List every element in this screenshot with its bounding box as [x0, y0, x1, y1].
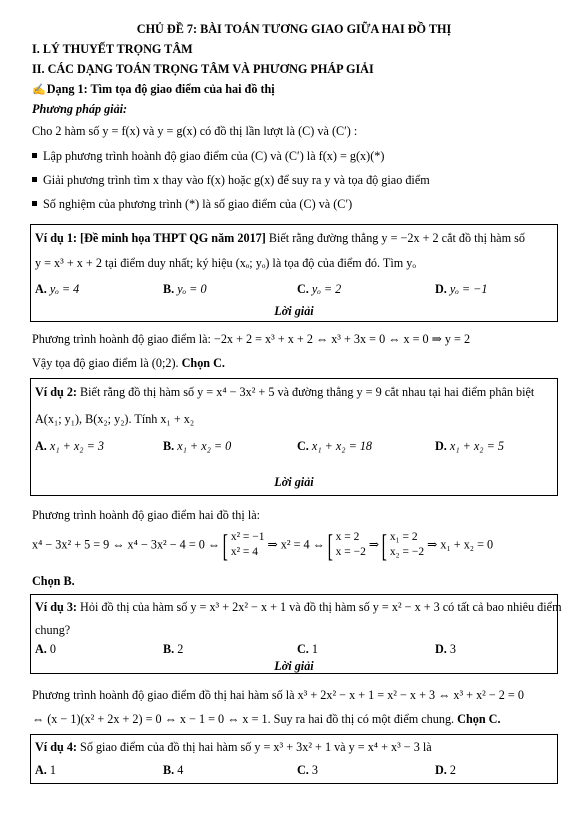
option-text: 3 [311, 763, 318, 777]
option-letter: D. [435, 282, 447, 296]
option-text: 0 [49, 642, 56, 656]
option-a [35, 763, 56, 778]
option-b [163, 282, 207, 297]
method-label: Phương pháp giải: [32, 102, 128, 116]
equation-part: x⁴ − 3x² + 5 = 9 ⇔ x⁴ − 3x² − 4 = 0 ⇔ [32, 537, 221, 552]
option-c [297, 763, 318, 778]
question-text-line-2: y = x³ + x + 2 tại điểm duy nhất; ký hiệu (xₒ; yₒ) là tọa độ của điểm đó. Tìm yₒ [35, 256, 416, 270]
option-text: yₒ = 4 [49, 282, 80, 296]
example-2-box [30, 378, 558, 496]
option-letter: C. [297, 642, 309, 656]
option-letter: D. [435, 642, 447, 656]
equation-case-line: x₁ = 2 [389, 531, 418, 543]
page-title: CHỦ ĐỀ 7: BÀI TOÁN TƯƠNG GIAO GIỮA HAI ĐỒ THỊ [136, 22, 452, 36]
solution-1-line-1: Phương trình hoành độ giao điểm là: −2x + 2 = x³ + x + 2 ⇔ x³ + 3x = 0 ⇔ x = 0 ⇒ y = 2 [32, 332, 471, 346]
bracket-icon: [ [381, 527, 388, 563]
option-text: 1 [49, 763, 56, 777]
option-d [435, 763, 456, 778]
equation-case-line: x = 2 [335, 531, 360, 543]
option-text: yₒ = −1 [449, 282, 488, 296]
question-text: Biết rằng đường thẳng y = −2x + 2 cắt đồ thị hàm số [265, 231, 525, 245]
option-letter: B. [163, 642, 175, 656]
option-text: x₁ + x₂ = 5 [449, 439, 504, 453]
option-letter: C. [297, 282, 309, 296]
solution-text: ⇔ (x − 1)(x² + 2x + 2) = 0 ⇔ x − 1 = 0 ⇔ x = 1. Suy ra hai đồ thị có một điểm chung. [32, 712, 455, 726]
bullet-icon [32, 153, 37, 158]
equation-case-line: x₂ = −2 [389, 546, 425, 558]
bullet-item [32, 149, 558, 164]
example-label: Ví dụ 3: [35, 600, 77, 614]
solution-2-line-1: Phương trình hoành độ giao điểm hai đồ thị là: [32, 508, 260, 522]
section-heading-1: I. LÝ THUYẾT TRỌNG TÂM [32, 42, 193, 56]
pencil-icon: ✍ [32, 84, 46, 96]
option-letter: D. [435, 763, 447, 777]
option-text: 2 [177, 642, 184, 656]
option-text: x₁ + x₂ = 0 [177, 439, 232, 453]
solution-2-equation [32, 527, 558, 566]
bullet-item [32, 173, 558, 188]
equation-case-line: x² = −1 [230, 531, 265, 543]
section-heading-2: II. CÁC DẠNG TOÁN TRỌNG TÂM VÀ PHƯƠNG PHÁP GIẢI [32, 62, 374, 76]
solution-label: Lời giải [274, 475, 314, 489]
option-letter: C. [297, 763, 309, 777]
option-text: yₒ = 2 [311, 282, 342, 296]
question-text-line-2: chung? [35, 623, 71, 637]
bracket-icon: [ [222, 527, 229, 563]
equation-part: ⇒ [368, 537, 380, 552]
dang-heading [32, 82, 558, 98]
option-b [163, 642, 183, 657]
option-text: x₁ + x₂ = 18 [311, 439, 373, 453]
example-label: Ví dụ 4: [35, 740, 77, 754]
solution-label: Lời giải [274, 304, 314, 318]
question-text: Số giao điểm của đồ thị hai hàm số y = x³ + 3x² + 1 và y = x⁴ + x³ − 3 là [77, 740, 432, 754]
answer-choice: Chọn C. [454, 712, 501, 726]
example-label: Ví dụ 1: [35, 231, 77, 245]
dang-heading-text: Dạng 1: Tìm tọa độ giao điểm của hai đồ thị [46, 82, 275, 96]
solution-3-line-2 [32, 712, 558, 727]
answer-choice: Chọn C. [178, 356, 225, 370]
option-letter: A. [35, 642, 47, 656]
example-label: Ví dụ 2: [35, 385, 77, 399]
option-b [163, 763, 183, 778]
option-text: 4 [177, 763, 184, 777]
option-text: x₁ + x₂ = 3 [49, 439, 104, 453]
solution-1-line-2 [32, 356, 558, 371]
option-text: 1 [311, 642, 318, 656]
option-a [35, 439, 104, 454]
example-1-question-line [35, 231, 553, 246]
option-letter: A. [35, 439, 47, 453]
bracket-icon: [ [327, 527, 333, 563]
example-4-question-line [35, 740, 553, 755]
equation-part: ⇒ x₁ + x₂ = 0 [427, 537, 494, 552]
question-text: Hỏi đồ thị của hàm số y = x³ + 2x² − x + 1 và đồ thị hàm số y = x² − x + 3 có tất cả bao nhiêu điểm [77, 600, 562, 614]
option-text: 3 [449, 642, 456, 656]
equation-case [336, 530, 366, 560]
example-4-box [30, 734, 558, 784]
bullet-text: Lập phương trình hoành độ giao điểm của (C) và (C′) là f(x) = g(x)(*) [43, 149, 385, 163]
question-text-line-2: A(x₁; y₁), B(x₂; y₂). Tính x₁ + x₂ [35, 412, 195, 426]
answer-choice: Chọn B. [32, 574, 75, 588]
option-d [435, 642, 456, 657]
option-letter: B. [163, 439, 175, 453]
option-text: yₒ = 0 [177, 282, 207, 296]
solution-label: Lời giải [274, 659, 314, 673]
option-letter: B. [163, 763, 175, 777]
option-text: 2 [449, 763, 456, 777]
bullet-item [32, 197, 558, 212]
example-1-box [30, 224, 558, 322]
option-b [163, 439, 231, 454]
solution-3-line-1: Phương trình hoành độ giao điểm đồ thị hai hàm số là x³ + 2x² − x + 1 = x² − x + 3 ⇔ x³ + x² − 2 = 0 [32, 688, 524, 702]
question-text: Biết rằng đồ thị hàm số y = x⁴ − 3x² + 5 và đường thẳng y = 9 cắt nhau tại hai điểm phân biệt [77, 385, 535, 399]
example-source: [Đề minh họa THPT QG năm 2017] [80, 231, 266, 245]
intro-text: Cho 2 hàm số y = f(x) và y = g(x) có đồ thị lần lượt là (C) và (C′) : [32, 124, 358, 138]
option-a [35, 642, 56, 657]
equation-case [390, 530, 424, 560]
bullet-icon [32, 177, 37, 182]
option-letter: D. [435, 439, 447, 453]
example-2-question-line [35, 385, 553, 400]
example-3-box [30, 594, 562, 674]
equation-case-line: x² = 4 [230, 546, 258, 558]
option-a [35, 282, 79, 297]
option-letter: A. [35, 763, 47, 777]
option-letter: B. [163, 282, 175, 296]
bullet-icon [32, 201, 37, 206]
option-c [297, 282, 341, 297]
equation-part: ⇒ x² = 4 ⇔ [267, 537, 325, 552]
bullet-text: Số nghiệm của phương trình (*) là số giao điểm của (C) và (C′) [43, 197, 353, 211]
option-d [435, 439, 504, 454]
option-letter: C. [297, 439, 309, 453]
bullet-text: Giải phương trình tìm x thay vào f(x) hoặc g(x) để suy ra y và tọa độ giao điểm [43, 173, 430, 187]
option-d [435, 282, 487, 297]
example-3-question-line [35, 600, 562, 615]
option-letter: A. [35, 282, 47, 296]
solution-text: Vậy tọa độ giao điểm là (0;2). [32, 356, 179, 370]
equation-case [231, 530, 265, 560]
equation-case-line: x = −2 [335, 546, 366, 558]
option-c [297, 439, 372, 454]
option-c [297, 642, 318, 657]
